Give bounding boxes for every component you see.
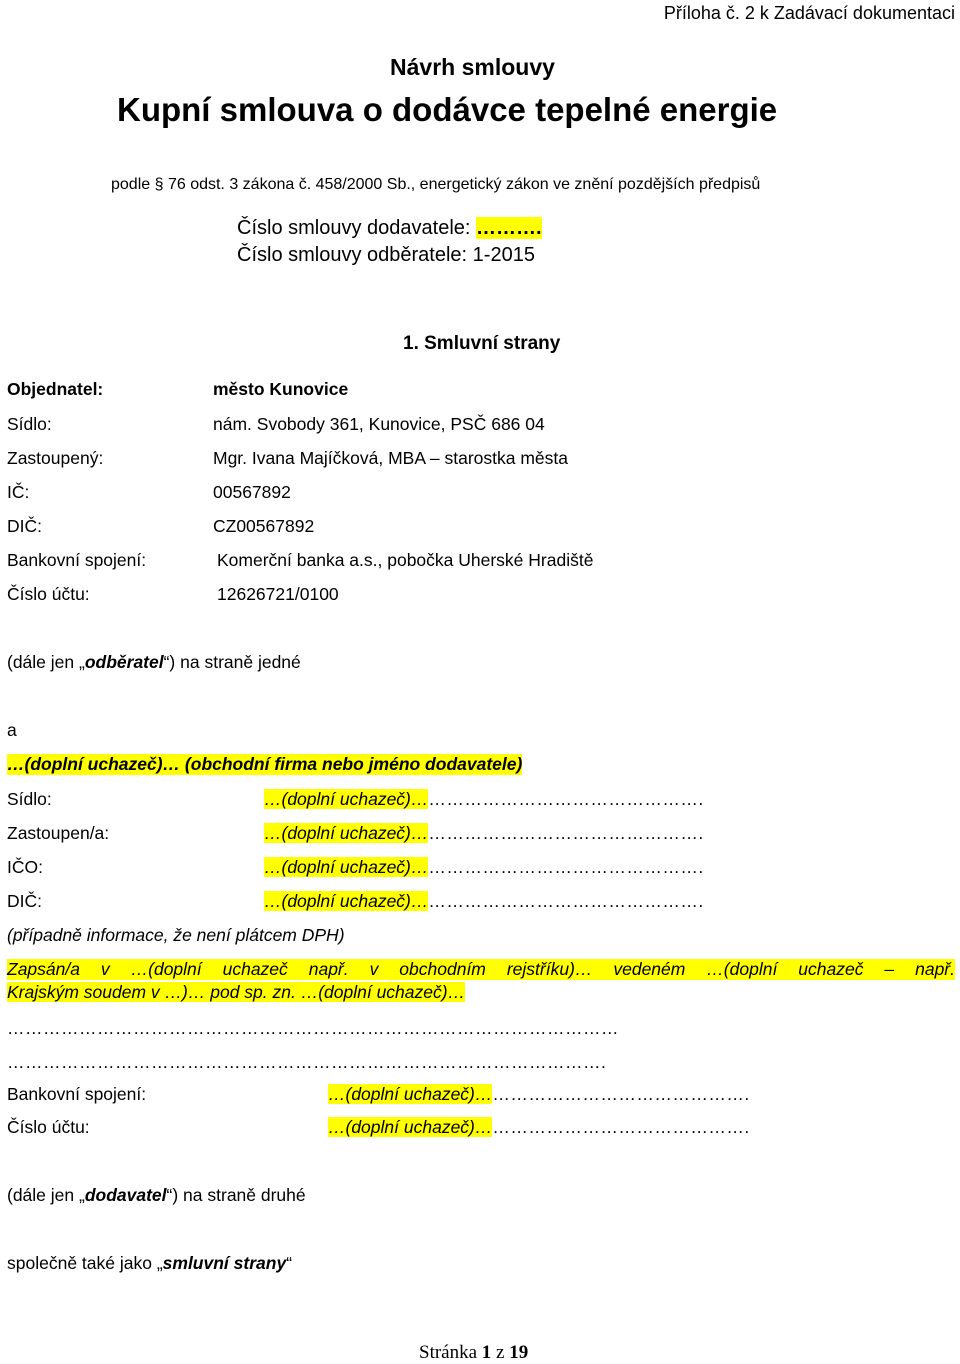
legal-basis-text: podle § 76 odst. 3 zákona č. 458/2000 Sb., energetický zákon ve znění pozdějších předpisů (111, 176, 761, 193)
supplier-dic-placeholder: …(doplní uchazeč)… (264, 891, 429, 911)
legal-basis (111, 176, 760, 194)
parties-prefix: společně také jako „ (7, 1253, 163, 1273)
parties-line (7, 1253, 292, 1274)
customer-contract-label: Číslo smlouvy odběratele: (237, 244, 468, 266)
register-dots-2: ………………………………………………………………………………………. (7, 1052, 607, 1072)
register-dots-1: ………………………………………………………………………………………… (7, 1018, 619, 1038)
supplier-dic-field (264, 891, 704, 912)
supplier-account-label: Číslo účtu: (7, 1117, 90, 1137)
supplier-zastoupen-dots: ………………………………………. (428, 823, 704, 843)
supplier-sidlo-label: Sídlo: (7, 789, 52, 809)
register-line-2-text: Krajským soudem v …)… pod sp. zn. …(doplní uchazeč)… (7, 982, 466, 1002)
supplier-role-prefix: (dále jen „ (7, 1185, 85, 1205)
footer-page-number: 1 (481, 1342, 492, 1363)
customer-role-name: odběratel (84, 652, 164, 672)
footer-page-word: Stránka (419, 1342, 478, 1363)
account-label: Číslo účtu: (7, 584, 90, 604)
supplier-role-suffix: “) na straně druhé (166, 1185, 306, 1205)
supplier-contract-label: Číslo smlouvy dodavatele: (237, 217, 471, 239)
vat-note: (případně informace, že není plátcem DPH) (7, 925, 345, 945)
supplier-bank-placeholder: …(doplní uchazeč)… (328, 1084, 493, 1104)
register-line-2 (7, 982, 465, 1003)
ic-value: 00567892 (213, 482, 291, 502)
section-sign-icon: § (154, 176, 164, 193)
supplier-zastoupen-placeholder: …(doplní uchazeč)… (264, 823, 429, 843)
supplier-account-field (328, 1117, 750, 1138)
supplier-contract-value: ………. (476, 217, 542, 239)
supplier-sidlo-dots: ………………………………………. (428, 789, 704, 809)
ic-label: IČ: (7, 482, 30, 502)
conjunction: a (7, 720, 17, 740)
supplier-ico-placeholder: …(doplní uchazeč)… (264, 857, 429, 877)
supplier-role (7, 1185, 306, 1206)
customer-contract-number (237, 244, 535, 267)
customer-role (7, 652, 301, 673)
supplier-contract-number (237, 217, 542, 240)
register-line-1-text: Zapsán/a v …(doplní uchazeč např. v obchodním rejstříku)… vedeném …(doplní uchazeč – např. (7, 959, 955, 979)
zastoupeny-label: Zastoupený: (7, 448, 104, 468)
supplier-sidlo-field (264, 789, 704, 810)
supplier-ico-label: IČO: (7, 857, 43, 877)
register-line-1 (7, 959, 955, 980)
footer-page-total: 19 (509, 1342, 529, 1363)
bank-value: Komerční banka a.s., pobočka Uherské Hradiště (217, 550, 594, 570)
supplier-bank-dots: ……………………………………. (492, 1084, 750, 1104)
supplier-account-placeholder: …(doplní uchazeč)… (328, 1117, 493, 1137)
document-title: Kupní smlouva o dodávce tepelné energie (117, 91, 778, 128)
objednatel-value: město Kunovice (213, 379, 349, 399)
footer-of-word: z (496, 1342, 505, 1363)
supplier-zastoupen-field (264, 823, 704, 844)
supplier-role-name: dodavatel (84, 1185, 167, 1205)
supplier-bank-label: Bankovní spojení: (7, 1084, 147, 1104)
dic-label: DIČ: (7, 516, 42, 536)
customer-role-suffix: “) na straně jedné (163, 652, 301, 672)
sidlo-value: nám. Svobody 361, Kunovice, PSČ 686 04 (213, 414, 545, 434)
supplier-ico-dots: ………………………………………. (428, 857, 704, 877)
draft-label: Návrh smlouvy (390, 54, 555, 80)
page-footer (419, 1342, 528, 1364)
account-value: 12626721/0100 (217, 584, 339, 604)
supplier-ico-field (264, 857, 704, 878)
supplier-sidlo-placeholder: …(doplní uchazeč)… (264, 789, 429, 809)
supplier-dic-label: DIČ: (7, 891, 42, 911)
parties-name: smluvní strany (162, 1253, 287, 1273)
objednatel-label: Objednatel: (7, 379, 104, 399)
zastoupeny-value: Mgr. Ivana Majíčková, MBA – starostka města (213, 448, 568, 468)
supplier-zastoupen-label: Zastoupen/a: (7, 823, 110, 843)
supplier-bank-field (328, 1084, 750, 1105)
section-heading: 1. Smluvní strany (403, 333, 561, 354)
customer-contract-value: 1-2015 (472, 244, 535, 266)
dic-value: CZ00567892 (213, 516, 315, 536)
parties-suffix: “ (286, 1253, 293, 1273)
sidlo-label: Sídlo: (7, 414, 52, 434)
customer-role-prefix: (dále jen „ (7, 652, 85, 672)
supplier-name-placeholder: …(doplní uchazeč)… (obchodní firma nebo jméno dodavatele) (7, 754, 523, 774)
bank-label: Bankovní spojení: (7, 550, 147, 570)
annex-label: Příloha č. 2 k Zadávací dokumentaci (663, 3, 955, 23)
supplier-dic-dots: ………………………………………. (428, 891, 704, 911)
supplier-account-dots: ……………………………………. (492, 1117, 750, 1137)
